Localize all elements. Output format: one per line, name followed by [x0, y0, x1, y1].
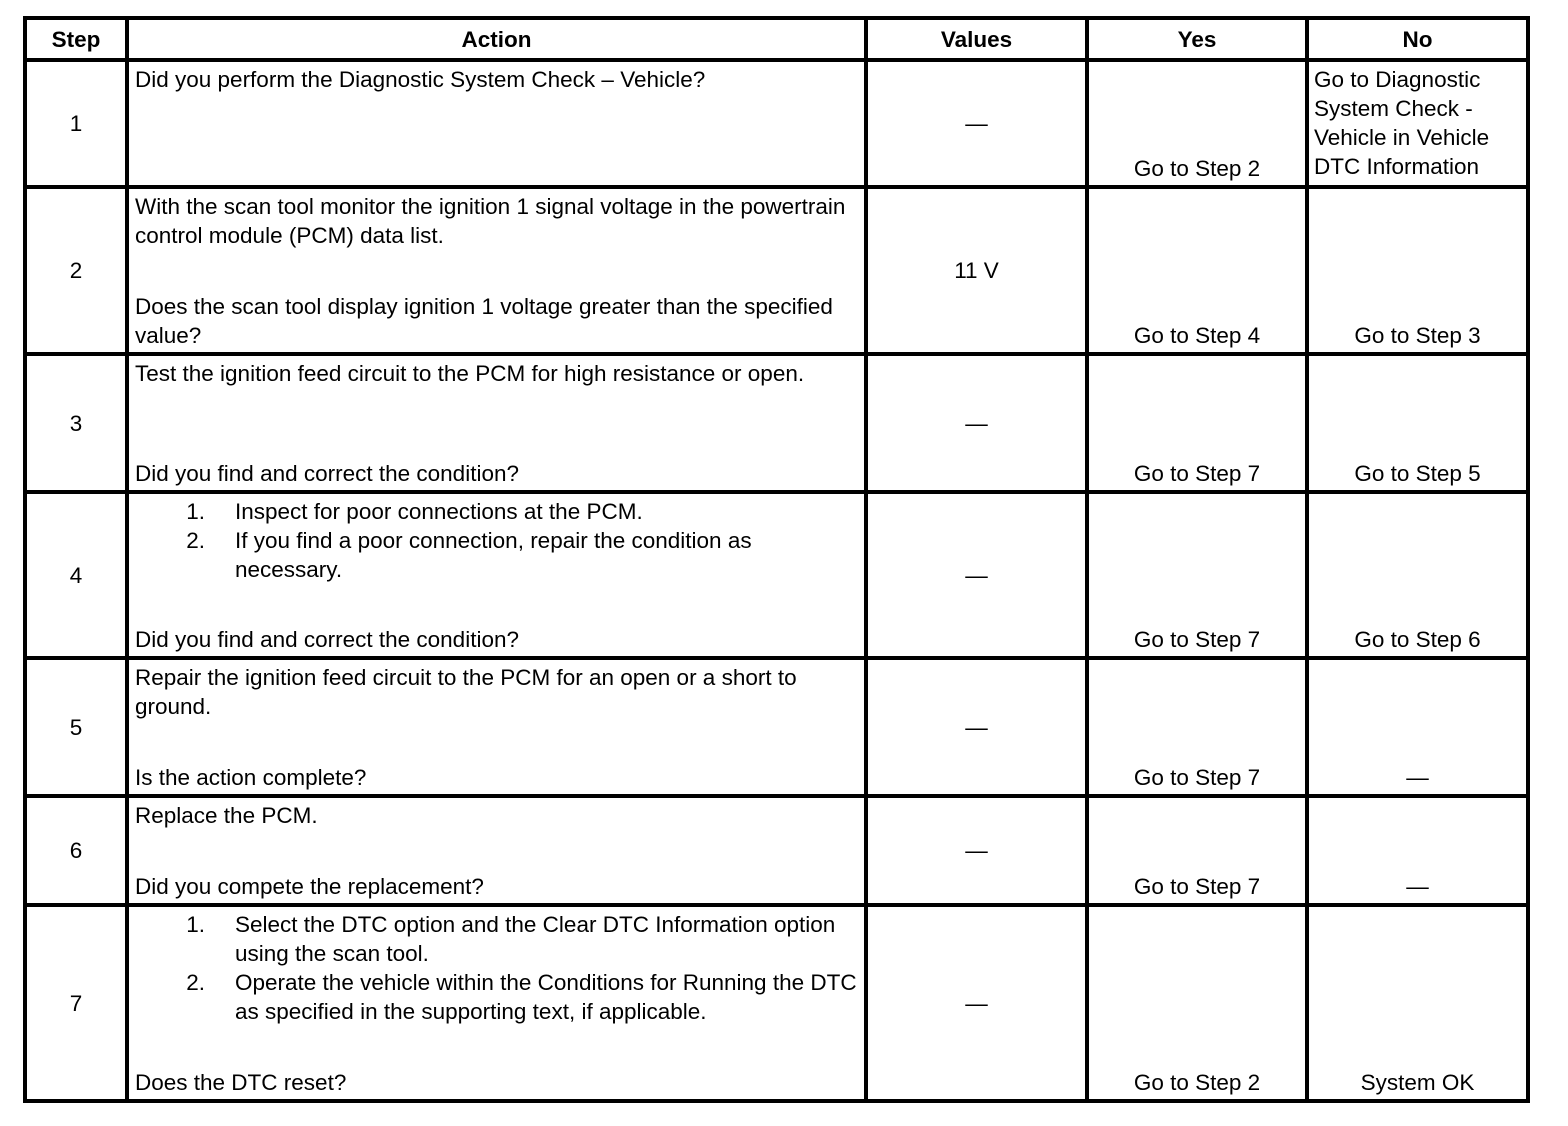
yes-cell: Go to Step 7 [1087, 492, 1307, 658]
values-cell: — [866, 905, 1087, 1101]
step-number: 2 [25, 187, 127, 354]
list-item-number: 1. [186, 499, 205, 524]
list-item [135, 497, 858, 526]
header-step: Step [25, 18, 127, 60]
list-item-text: Inspect for poor connections at the PCM. [235, 499, 643, 524]
list-item [135, 968, 858, 1026]
header-yes: Yes [1087, 18, 1307, 60]
list-item-number: 2. [186, 970, 205, 995]
action-cell [127, 796, 866, 905]
yes-cell: Go to Step 4 [1087, 187, 1307, 354]
list-item-text: Operate the vehicle within the Conditions for Running the DTC as specified in the supporting text, if applicable. [235, 970, 857, 1024]
list-item-number: 1. [186, 912, 205, 937]
table-row [25, 658, 1528, 796]
table-row [25, 60, 1528, 187]
yes-cell: Go to Step 7 [1087, 796, 1307, 905]
header-action: Action [127, 18, 866, 60]
step-number: 1 [25, 60, 127, 187]
list-item-text: If you find a poor connection, repair the condition as necessary. [235, 528, 752, 582]
no-cell: Go to Step 3 [1307, 187, 1528, 354]
step-number: 5 [25, 658, 127, 796]
action-question: Is the action complete? [135, 765, 367, 790]
action-list [135, 497, 858, 584]
action-cell [127, 354, 866, 492]
action-cell [127, 187, 866, 354]
table-row [25, 187, 1528, 354]
yes-cell: Go to Step 2 [1087, 60, 1307, 187]
no-cell: — [1307, 796, 1528, 905]
list-item [135, 910, 858, 968]
action-question: Did you find and correct the condition? [135, 461, 519, 486]
table-row [25, 354, 1528, 492]
action-question: Did you compete the replacement? [135, 874, 484, 899]
action-cell [127, 905, 866, 1101]
header-row [25, 18, 1528, 60]
values-cell: — [866, 796, 1087, 905]
action-question: Does the scan tool display ignition 1 voltage greater than the specified value? [135, 294, 833, 348]
values-cell: 11 V [866, 187, 1087, 354]
values-cell: — [866, 60, 1087, 187]
step-number: 4 [25, 492, 127, 658]
action-text: Did you perform the Diagnostic System Check – Vehicle? [135, 67, 706, 92]
action-question: Did you find and correct the condition? [135, 627, 519, 652]
values-cell: — [866, 658, 1087, 796]
action-list [135, 910, 858, 1026]
list-item [135, 526, 858, 584]
header-values: Values [866, 18, 1087, 60]
yes-cell: Go to Step 7 [1087, 354, 1307, 492]
values-cell: — [866, 354, 1087, 492]
action-text: Replace the PCM. [135, 803, 318, 828]
no-cell: System OK [1307, 905, 1528, 1101]
values-cell: — [866, 492, 1087, 658]
step-number: 7 [25, 905, 127, 1101]
action-cell [127, 658, 866, 796]
header-no: No [1307, 18, 1528, 60]
action-text: Test the ignition feed circuit to the PCM for high resistance or open. [135, 361, 805, 386]
yes-cell: Go to Step 7 [1087, 658, 1307, 796]
action-cell [127, 60, 866, 187]
no-cell: Go to Step 6 [1307, 492, 1528, 658]
step-number: 6 [25, 796, 127, 905]
list-item-text: Select the DTC option and the Clear DTC Information option using the scan tool. [235, 912, 836, 966]
no-cell: — [1307, 658, 1528, 796]
action-question: Does the DTC reset? [135, 1070, 347, 1095]
table-row [25, 796, 1528, 905]
no-cell: Go to Diagnostic System Check - Vehicle in Vehicle DTC Information [1307, 60, 1528, 187]
action-text: Repair the ignition feed circuit to the PCM for an open or a short to ground. [135, 665, 797, 719]
step-number: 3 [25, 354, 127, 492]
table-row [25, 492, 1528, 658]
action-cell [127, 492, 866, 658]
list-item-number: 2. [186, 528, 205, 553]
no-cell: Go to Step 5 [1307, 354, 1528, 492]
diagnostic-table [23, 16, 1530, 1103]
yes-cell: Go to Step 2 [1087, 905, 1307, 1101]
table-row [25, 905, 1528, 1101]
action-text: With the scan tool monitor the ignition 1 signal voltage in the powertrain control module (PCM) data list. [135, 194, 846, 248]
